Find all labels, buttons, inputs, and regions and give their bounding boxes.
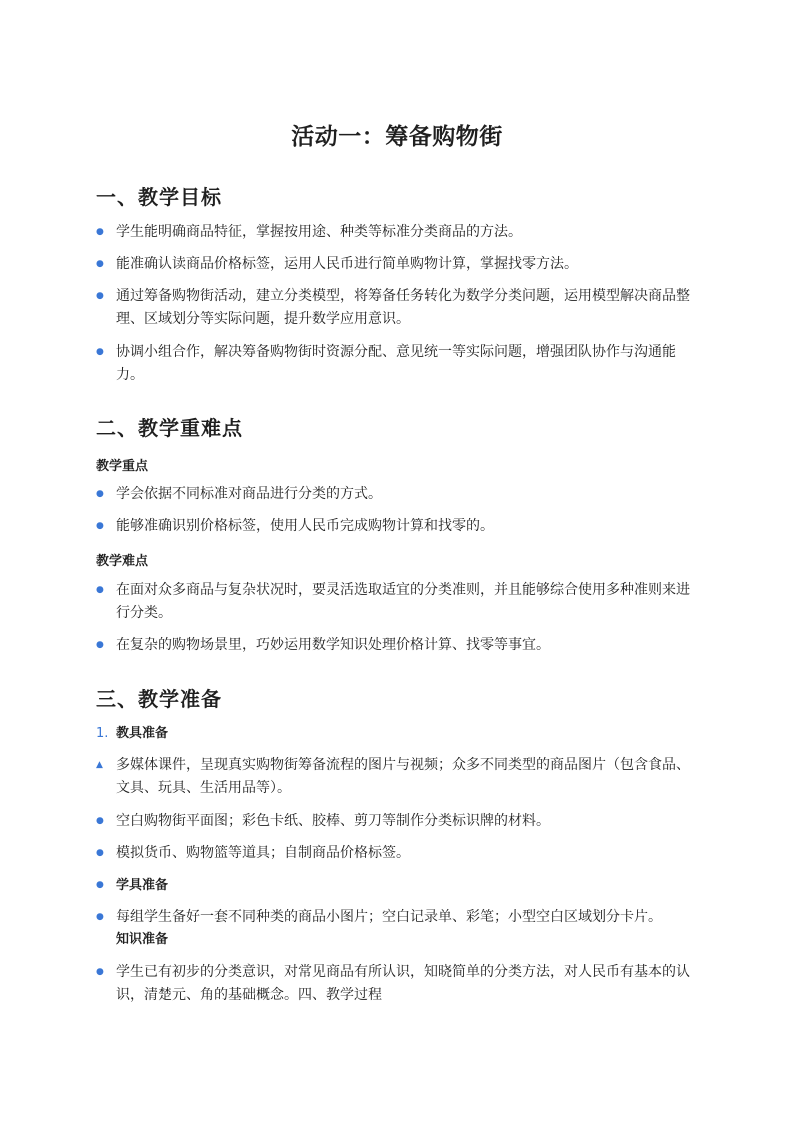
bullet-dot-icon: ● bbox=[96, 521, 104, 531]
list-item: ● 通过筹备购物街活动，建立分类模型，将筹备任务转化为数学分类问题，运用模型解决商品整理、区域划分等实际问题，提升数学应用意识。 bbox=[96, 285, 696, 331]
bullet-dot-icon: ● bbox=[96, 227, 104, 237]
list-item: ▲ 多媒体课件，呈现真实购物街筹备流程的图片与视频；众多不同类型的商品图片（包含食品、文具、玩具、生活用品等）。 bbox=[96, 754, 696, 800]
bullet-dot-icon: ● bbox=[96, 489, 104, 499]
bullet-dot-icon: ● bbox=[96, 291, 104, 301]
section-heading-objectives: 一、教学目标 bbox=[96, 185, 222, 209]
bullet-dot-icon: ● bbox=[96, 912, 104, 922]
list-item: ● 学生能明确商品特征，掌握按用途、种类等标准分类商品的方法。 bbox=[96, 221, 696, 244]
bullet-dot-icon: ● bbox=[96, 967, 104, 977]
list-item: ● 能够准确识别价格标签，使用人民币完成购物计算和找零的。 bbox=[96, 515, 696, 538]
list-number: 1. bbox=[96, 726, 109, 741]
bullet-dot-icon: ● bbox=[96, 848, 104, 858]
bullet-dot-icon: ● bbox=[96, 585, 104, 595]
page-title: 活动一：筹备购物街 bbox=[291, 124, 503, 150]
list-item: ● 每组学生备好一套不同种类的商品小图片；空白记录单、彩笔；小型空白区域划分卡片。 知识准备 bbox=[96, 906, 706, 951]
list-item: ● 在复杂的购物场景里，巧妙运用数学知识处理价格计算、找零等事宜。 bbox=[96, 634, 696, 657]
subheading-knowledge: 知识准备 bbox=[116, 932, 169, 947]
bullet-dot-icon: ● bbox=[96, 259, 104, 269]
list-item: ● 空白购物街平面图；彩色卡纸、胶棒、剪刀等制作分类标识牌的材料。 bbox=[96, 810, 696, 833]
list-item: ● 学生已有初步的分类意识，对常见商品有所认识，知晓简单的分类方法，对人民币有基本的认识，清楚元、角的基础概念。四、教学过程 bbox=[96, 961, 696, 1007]
bullet-dot-icon: ● bbox=[96, 816, 104, 826]
list-item: ● 能准确认读商品价格标签，运用人民币进行简单购物计算，掌握找零方法。 bbox=[96, 253, 696, 276]
subheading-key: 教学重点 bbox=[96, 459, 149, 474]
list-item: ● 在面对众多商品与复杂状况时，要灵活选取适宜的分类准则，并且能够综合使用多种准则来进行分类。 bbox=[96, 579, 696, 625]
bullet-dot-icon: ● bbox=[96, 640, 104, 650]
section-heading-preparation: 三、教学准备 bbox=[96, 687, 222, 711]
list-item: ● 学具准备 bbox=[96, 874, 696, 897]
list-item: ● 学会依据不同标准对商品进行分类的方式。 bbox=[96, 483, 696, 506]
bullet-dot-icon: ● bbox=[96, 880, 104, 890]
triangle-up-icon: ▲ bbox=[96, 760, 103, 770]
subheading-difficult: 教学难点 bbox=[96, 554, 149, 569]
list-item: ● 协调小组合作，解决筹备购物街时资源分配、意见统一等实际问题，增强团队协作与沟通能力。 bbox=[96, 341, 696, 387]
bullet-dot-icon: ● bbox=[96, 347, 104, 357]
section-heading-key-points: 二、教学重难点 bbox=[96, 416, 243, 440]
list-item: ● 模拟货币、购物篮等道具；自制商品价格标签。 bbox=[96, 842, 696, 865]
numbered-item: 1. 教具准备 bbox=[96, 722, 696, 745]
